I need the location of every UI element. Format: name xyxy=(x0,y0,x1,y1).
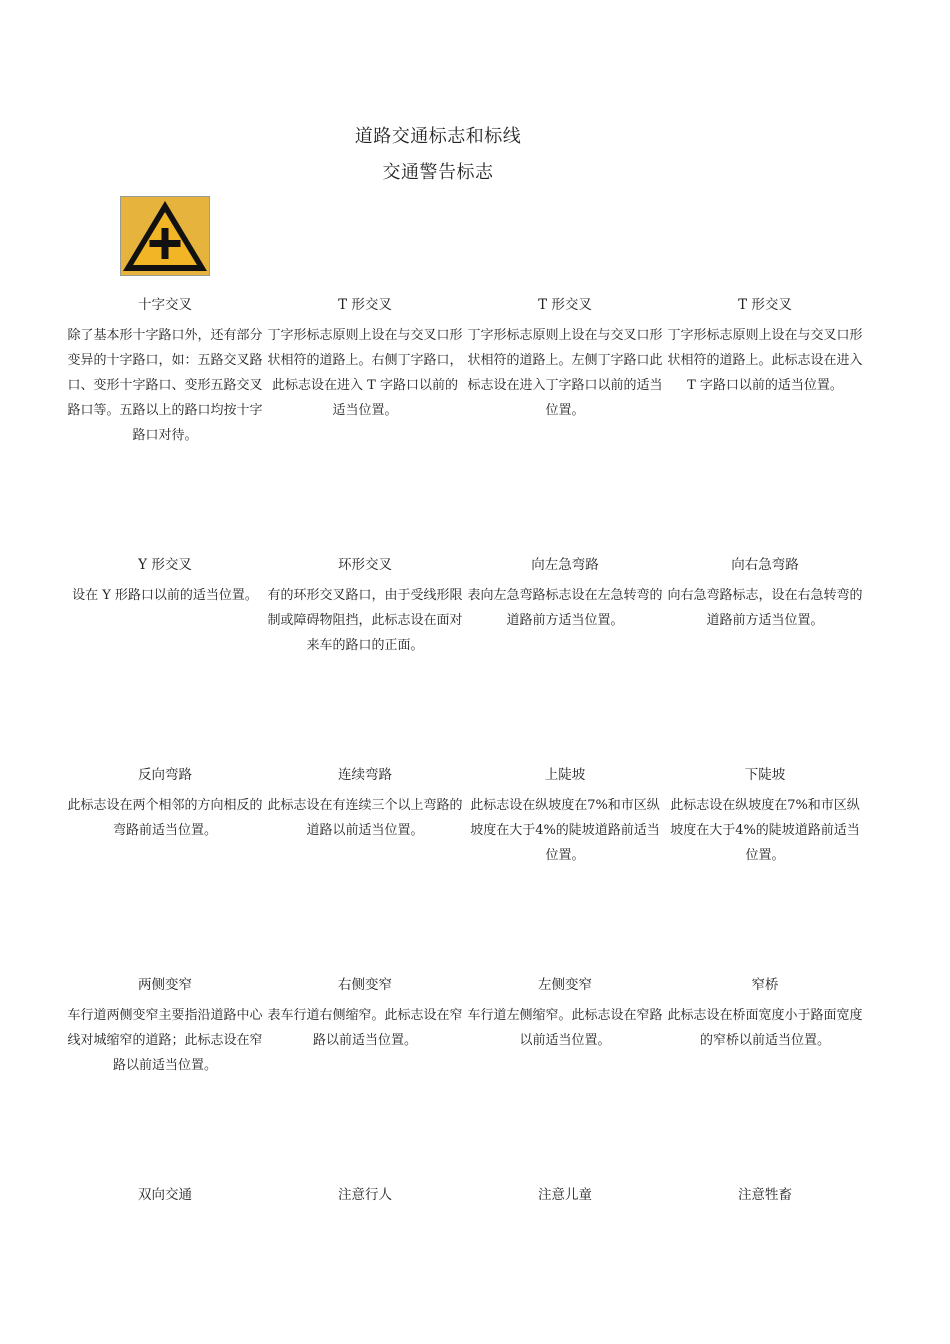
sign-item xyxy=(266,296,464,423)
sign-item xyxy=(66,556,264,608)
sign-name: Y 形交叉 xyxy=(138,557,192,573)
sign-name: 窄桥 xyxy=(751,977,779,993)
sign-name: T 形交叉 xyxy=(738,297,792,313)
sign-item xyxy=(666,1186,864,1213)
sign-description: 此标志设在两个相邻的方向相反的弯路前适当位置。 xyxy=(67,798,263,838)
sign-item xyxy=(666,766,864,868)
sign-description: 此标志设在桥面宽度小于路面宽度的窄桥以前适当位置。 xyxy=(667,1008,863,1048)
sign-item xyxy=(66,766,264,843)
sign-item xyxy=(666,556,864,633)
sign-name: 双向交通 xyxy=(138,1187,192,1203)
sign-item xyxy=(66,296,264,448)
sign-item xyxy=(666,976,864,1053)
sign-item xyxy=(666,296,864,398)
sign-description: 表向左急弯路标志设在左急转弯的道路前方适当位置。 xyxy=(467,588,663,628)
sign-description: 有的环形交叉路口，由于受线形限制或障碍物阻挡，此标志设在面对来车的路口的正面。 xyxy=(267,588,463,653)
sign-item xyxy=(266,976,464,1053)
sign-name: 下陡坡 xyxy=(744,767,786,783)
sign-item xyxy=(266,766,464,843)
sign-item xyxy=(466,1186,664,1213)
sign-item xyxy=(66,976,264,1078)
sign-item xyxy=(466,976,664,1053)
sign-description: 此标志设在纵坡度在7%和市区纵坡度在大于4%的陡坡道路前适当位置。 xyxy=(670,798,860,863)
sign-description: 此标志设在有连续三个以上弯路的道路以前适当位置。 xyxy=(267,798,463,838)
sign-description: 车行道左侧缩窄。此标志设在窄路以前适当位置。 xyxy=(467,1008,663,1048)
sign-name: 反向弯路 xyxy=(138,767,192,783)
sign-description: 设在 Y 形路口以前的适当位置。 xyxy=(72,588,258,603)
sign-name: 注意牲畜 xyxy=(738,1187,792,1203)
sign-item xyxy=(266,556,464,658)
sign-description: 丁字形标志原则上设在与交叉口形状相符的道路上。左侧丁字路口此标志设在进入丁字路口以前的适当位置。 xyxy=(467,328,663,418)
sign-name: 连续弯路 xyxy=(338,767,392,783)
page-subtitle: 交通警告标志 xyxy=(382,162,494,183)
sign-name: 右侧变窄 xyxy=(338,977,392,993)
page-title: 道路交通标志和标线 xyxy=(354,126,522,147)
sign-description: 车行道两侧变窄主要指沿道路中心线对城缩窄的道路；此标志设在窄路以前适当位置。 xyxy=(67,1008,263,1073)
sign-description: 除了基本形十字路口外，还有部分变异的十字路口，如：五路交叉路口、变形十字路口、变形五路交叉路口等。五路以上的路口均按十字路口对待。 xyxy=(67,328,263,443)
sign-description: 向右急弯路标志，设在右急转弯的道路前方适当位置。 xyxy=(667,588,863,628)
sign-name: T 形交叉 xyxy=(338,297,392,313)
sign-name: T 形交叉 xyxy=(538,297,592,313)
sign-description: 丁字形标志原则上设在与交叉口形状相符的道路上。此标志设在进入 T 字路口以前的适当位置。 xyxy=(667,328,863,393)
sign-description: 此标志设在纵坡度在7%和市区纵坡度在大于4%的陡坡道路前适当位置。 xyxy=(470,798,660,863)
sign-name: 十字交叉 xyxy=(138,297,192,313)
sign-name: 环形交叉 xyxy=(338,557,392,573)
sign-item xyxy=(66,1186,264,1213)
sign-description: 表车行道右侧缩窄。此标志设在窄路以前适当位置。 xyxy=(267,1008,463,1048)
sign-description: 丁字形标志原则上设在与交叉口形状相符的道路上。右侧丁字路口，此标志设在进入 T 字路口以前的适当位置。 xyxy=(267,328,463,418)
sign-item xyxy=(466,766,664,868)
crossroads-warning-sign-icon xyxy=(120,196,210,276)
sign-item xyxy=(266,1186,464,1213)
sign-name: 注意行人 xyxy=(338,1187,392,1203)
sign-item xyxy=(466,556,664,633)
sign-name: 向左急弯路 xyxy=(531,557,599,573)
sign-name: 上陡坡 xyxy=(544,767,586,783)
sign-item xyxy=(466,296,664,423)
sign-name: 注意儿童 xyxy=(538,1187,592,1203)
sign-name: 两侧变窄 xyxy=(138,977,192,993)
sign-name: 左侧变窄 xyxy=(538,977,592,993)
sign-name: 向右急弯路 xyxy=(731,557,799,573)
